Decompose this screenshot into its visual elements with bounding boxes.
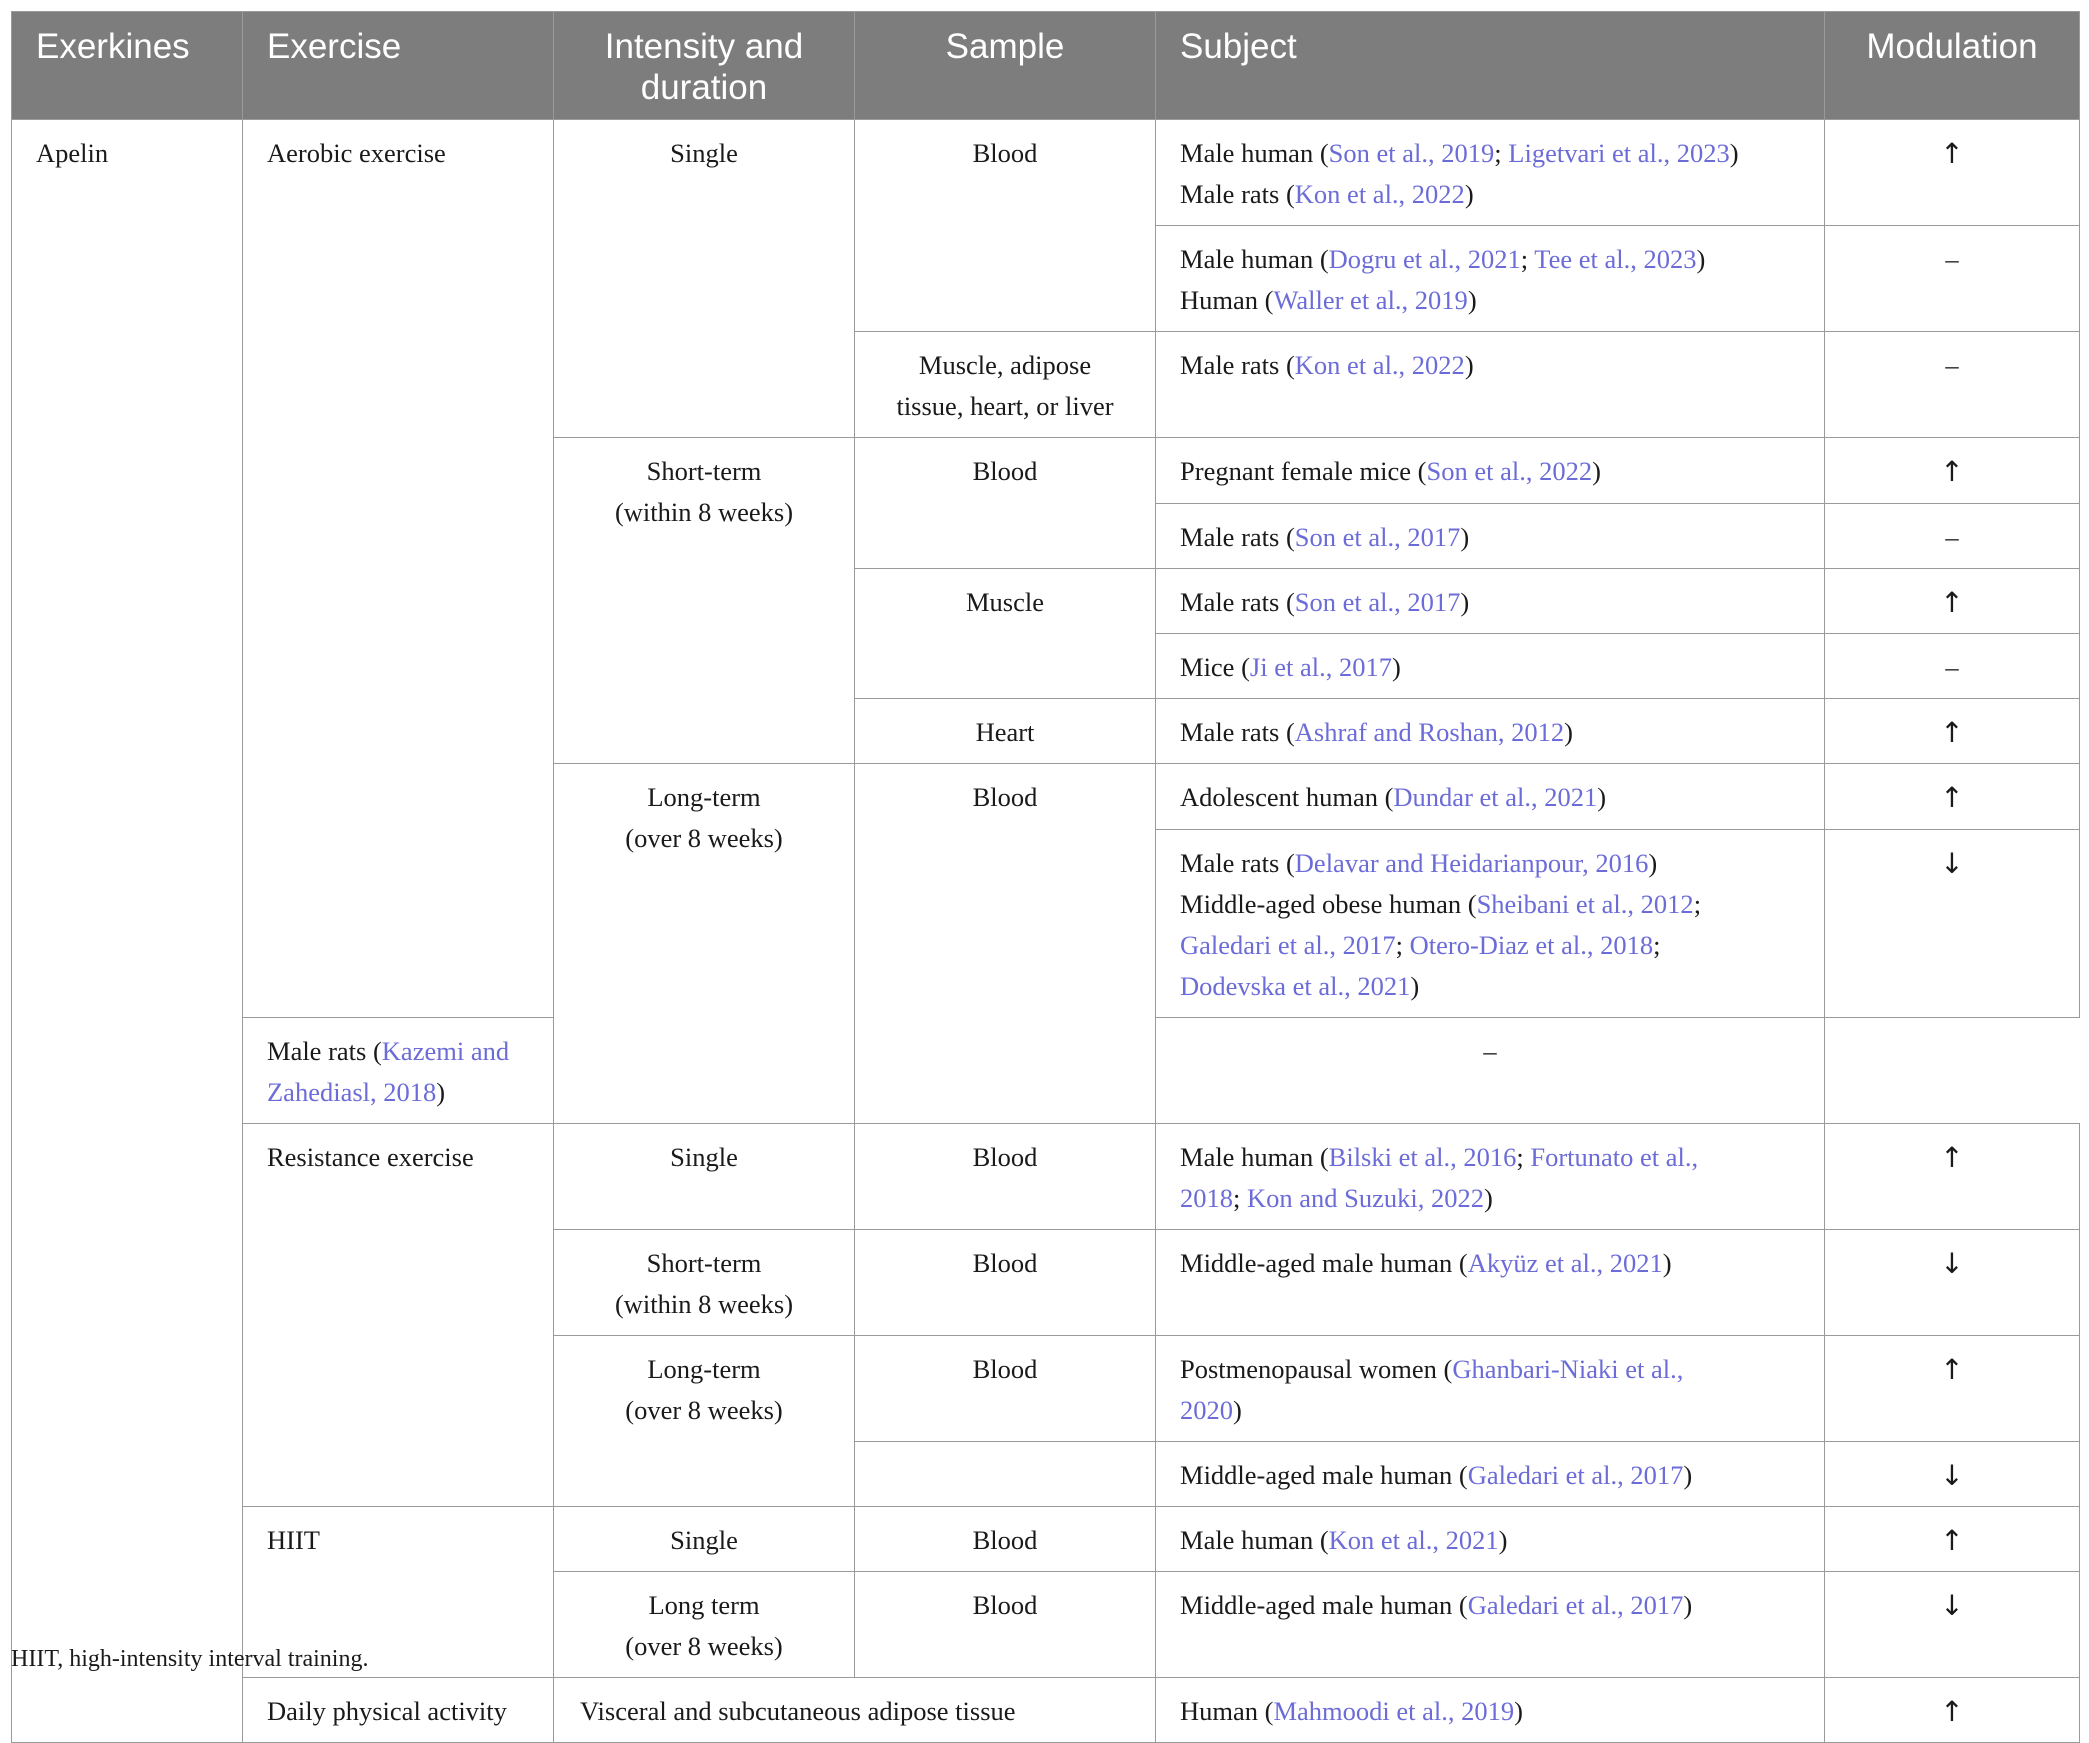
- subject-line: [1180, 966, 1800, 1007]
- sample-blood: Blood: [855, 1230, 1156, 1336]
- header-modulation: Modulation: [1825, 12, 2080, 120]
- subject-text: Adolescent human (: [1180, 782, 1394, 812]
- subject-cell: [1156, 764, 1825, 830]
- paren: ): [436, 1077, 446, 1107]
- modulation-up: ↑: [1825, 569, 2080, 634]
- duration-short-line1: Short-term: [646, 1248, 762, 1278]
- subject-text: Pregnant female mice (: [1180, 456, 1427, 486]
- paren: ): [1683, 1460, 1693, 1490]
- reference-link[interactable]: Ji et al., 2017: [1249, 652, 1392, 682]
- duration-long-line1: Long-term: [647, 1354, 761, 1384]
- modulation-none: –: [1825, 332, 2080, 438]
- subject-cell: [1156, 1124, 1825, 1230]
- duration-long: [554, 1336, 855, 1507]
- sample-muscle: Muscle: [855, 569, 1156, 699]
- reference-link[interactable]: Son et al., 2017: [1294, 522, 1461, 552]
- reference-link[interactable]: Waller et al., 2019: [1273, 285, 1468, 315]
- subject-cell: [243, 1018, 554, 1124]
- paren: ): [1729, 138, 1739, 168]
- duration-long-line2: (over 8 weeks): [625, 1395, 783, 1425]
- exercise-aerobic: Aerobic exercise: [243, 120, 554, 1018]
- duration-short-line2: (within 8 weeks): [614, 1289, 794, 1319]
- paren: ): [1564, 717, 1573, 747]
- separator: ;: [1395, 930, 1410, 960]
- subject-line: [1180, 1390, 1800, 1431]
- sample-empty: [855, 1442, 1156, 1507]
- reference-link[interactable]: Ashraf and Roshan, 2012: [1294, 717, 1565, 747]
- modulation-down: ↓: [1825, 1442, 2080, 1507]
- reference-link[interactable]: Akyüz et al., 2021: [1467, 1248, 1663, 1278]
- subject-cell: [1156, 226, 1825, 332]
- duration-single: Single: [554, 1507, 855, 1572]
- subject-text: Middle-aged male human (: [1180, 1590, 1468, 1620]
- paren: ): [1498, 1525, 1508, 1555]
- reference-link[interactable]: Kon et al., 2022: [1294, 179, 1465, 209]
- paren: ): [1233, 1395, 1242, 1425]
- modulation-down: ↓: [1825, 830, 2080, 1018]
- paren: ): [1464, 179, 1474, 209]
- paren: ): [1597, 782, 1607, 812]
- table-row: [12, 1678, 2080, 1743]
- subject-cell: [1156, 120, 1825, 226]
- modulation-up: ↑: [1825, 438, 2080, 504]
- header-exercise: Exercise: [243, 12, 554, 120]
- subject-cell: [1156, 699, 1825, 764]
- separator: ;: [1494, 138, 1509, 168]
- table-row: [12, 1124, 2080, 1230]
- modulation-none: –: [1825, 634, 2080, 699]
- paren: ): [1514, 1696, 1523, 1726]
- duration-short: [554, 438, 855, 764]
- exercise-hiit: HIIT: [243, 1507, 554, 1678]
- sample-blood: Blood: [855, 764, 1156, 1124]
- modulation-up: ↑: [1825, 764, 2080, 830]
- subject-line: [1180, 1349, 1800, 1390]
- subject-cell: [1156, 569, 1825, 634]
- header-row: [12, 12, 2080, 120]
- subject-text: Male rats (: [1180, 587, 1295, 617]
- subject-line: [1180, 1178, 1800, 1219]
- duration-short-line2: (within 8 weeks): [614, 497, 794, 527]
- duration-short: [554, 1230, 855, 1336]
- subject-line: [1180, 1137, 1800, 1178]
- subject-text: Male human (: [1180, 1525, 1329, 1555]
- duration-long: [554, 764, 855, 1124]
- sample-multi-line2: tissue, heart, or liver: [896, 391, 1114, 421]
- sample-blood: Blood: [855, 1124, 1156, 1230]
- sample-blood: Blood: [855, 1336, 1156, 1442]
- header-exerkines: Exerkines: [12, 12, 243, 120]
- subject-text: Human (: [1180, 285, 1274, 315]
- separator: ;: [1516, 1142, 1531, 1172]
- reference-link[interactable]: Tee et al., 2023: [1534, 244, 1697, 274]
- sample-blood: Blood: [855, 1507, 1156, 1572]
- subject-line: [1180, 174, 1800, 215]
- subject-cell: [1156, 1572, 1825, 1678]
- reference-link[interactable]: Galedari et al., 2017: [1180, 930, 1396, 960]
- subject-cell: [1156, 634, 1825, 699]
- subject-line: [1180, 133, 1800, 174]
- reference-link[interactable]: Galedari et al., 2017: [1467, 1590, 1684, 1620]
- modulation-up: ↑: [1825, 120, 2080, 226]
- paren: ): [1662, 1248, 1672, 1278]
- duration-short-line1: Short-term: [646, 456, 762, 486]
- subject-text: Male human (: [1180, 138, 1329, 168]
- subject-cell: [1156, 1336, 1825, 1442]
- table-row: [12, 1507, 2080, 1572]
- table-row: [12, 120, 2080, 226]
- reference-link[interactable]: Kon et al., 2022: [1294, 350, 1465, 380]
- subject-cell: [1156, 1230, 1825, 1336]
- reference-link[interactable]: Sheibani et al., 2012: [1476, 889, 1694, 919]
- subject-cell: [1156, 1442, 1825, 1507]
- paren: ): [1592, 456, 1601, 486]
- paren: ): [1460, 522, 1470, 552]
- reference-link[interactable]: Ghanbari-Niaki et al.,: [1452, 1354, 1684, 1384]
- sample-blood: Blood: [855, 120, 1156, 332]
- subject-text: Male rats (: [1180, 848, 1295, 878]
- reference-link[interactable]: Kon and Suzuki, 2022: [1247, 1183, 1485, 1213]
- subject-text: Male rats (: [267, 1036, 382, 1066]
- subject-line: [1180, 843, 1800, 884]
- sample-multi-line1: Muscle, adipose: [918, 350, 1092, 380]
- duration-long-line1: Long-term: [647, 782, 761, 812]
- subject-text: Postmenopausal women (: [1180, 1354, 1453, 1384]
- paren: ): [1467, 285, 1477, 315]
- reference-link[interactable]: Son et al., 2019: [1328, 138, 1495, 168]
- subject-cell: [1156, 438, 1825, 504]
- exerkines-table: [11, 11, 2080, 1743]
- reference-link[interactable]: Fortunato et al.,: [1530, 1142, 1699, 1172]
- modulation-up: ↑: [1825, 699, 2080, 764]
- reference-link[interactable]: Dodevska et al., 2021: [1180, 971, 1411, 1001]
- subject-text: Male rats (: [1180, 522, 1295, 552]
- exerkine-cell: Apelin: [12, 120, 243, 1743]
- paren: ): [1464, 350, 1474, 380]
- reference-link[interactable]: Mahmoodi et al., 2019: [1273, 1696, 1515, 1726]
- modulation-none: –: [1156, 1018, 1825, 1124]
- subject-text: Male rats (: [1180, 717, 1295, 747]
- duration-long-term-line1: Long term: [648, 1590, 760, 1620]
- subject-text: Mice (: [1180, 652, 1250, 682]
- separator: ;: [1520, 244, 1535, 274]
- reference-link[interactable]: Dundar et al., 2021: [1393, 782, 1598, 812]
- subject-line: [1180, 280, 1800, 321]
- modulation-down: ↓: [1825, 1572, 2080, 1678]
- reference-link[interactable]: Son et al., 2017: [1294, 587, 1461, 617]
- paren: ): [1683, 1590, 1693, 1620]
- sample-blood: Blood: [855, 1572, 1156, 1678]
- modulation-none: –: [1825, 504, 2080, 569]
- paren: ): [1648, 848, 1658, 878]
- subject-cell: [1156, 1678, 1825, 1743]
- exercise-daily: Daily physical activity: [243, 1678, 554, 1743]
- subject-text: Male rats (: [1180, 350, 1295, 380]
- header-intensity: [554, 12, 855, 120]
- reference-link[interactable]: 2018: [1180, 1183, 1233, 1213]
- subject-cell: [1156, 1507, 1825, 1572]
- paren: ): [1410, 971, 1420, 1001]
- subject-text: Male human (: [1180, 1142, 1329, 1172]
- subject-text: Middle-aged obese human (: [1180, 889, 1477, 919]
- modulation-up: ↑: [1825, 1124, 2080, 1230]
- modulation-none: –: [1825, 226, 2080, 332]
- header-subject: Subject: [1156, 12, 1825, 120]
- subject-cell: [1156, 332, 1825, 438]
- subject-text: Middle-aged male human (: [1180, 1248, 1468, 1278]
- subject-text: Male human (: [1180, 244, 1329, 274]
- separator: ;: [1693, 889, 1702, 919]
- duration-long-line2: (over 8 weeks): [625, 823, 783, 853]
- header-intensity-line1: Intensity and: [604, 27, 804, 66]
- modulation-up: ↑: [1825, 1507, 2080, 1572]
- sample-multi: [855, 332, 1156, 438]
- subject-text: Middle-aged male human (: [1180, 1460, 1468, 1490]
- duration-long-term-line2: (over 8 weeks): [625, 1631, 783, 1661]
- reference-link[interactable]: Otero-Diaz et al., 2018: [1409, 930, 1654, 960]
- sample-blood: Blood: [855, 438, 1156, 569]
- sample-heart: Heart: [855, 699, 1156, 764]
- paren: ): [1696, 244, 1706, 274]
- reference-link[interactable]: Dogru et al., 2021: [1328, 244, 1521, 274]
- duration-single: Single: [554, 120, 855, 438]
- reference-link[interactable]: Galedari et al., 2017: [1467, 1460, 1684, 1490]
- table-footnote: HIIT, high-intensity interval training.: [11, 1646, 369, 1672]
- header-intensity-line2: duration: [640, 68, 768, 107]
- subject-line: [1180, 925, 1800, 966]
- header-sample: Sample: [855, 12, 1156, 120]
- reference-link[interactable]: Ligetvari et al., 2023: [1508, 138, 1730, 168]
- reference-link[interactable]: Kon et al., 2021: [1328, 1525, 1499, 1555]
- subject-text: Male rats (: [1180, 179, 1295, 209]
- paren: ): [1460, 587, 1470, 617]
- subject-cell: [1156, 504, 1825, 569]
- subject-line: [1180, 239, 1800, 280]
- reference-link[interactable]: Kazemi and Zahediasl, 2018: [267, 1036, 510, 1107]
- reference-link[interactable]: Son et al., 2022: [1426, 456, 1593, 486]
- duration-long-term: [554, 1572, 855, 1678]
- modulation-up: ↑: [1825, 1678, 2080, 1743]
- duration-single: Single: [554, 1124, 855, 1230]
- subject-cell: [1156, 830, 1825, 1018]
- subject-text: Human (: [1180, 1696, 1274, 1726]
- sample-visceral: Visceral and subcutaneous adipose tissue: [554, 1678, 1156, 1743]
- paren: ): [1391, 652, 1401, 682]
- modulation-up: ↑: [1825, 1336, 2080, 1442]
- reference-link[interactable]: Delavar and Heidarianpour, 2016: [1294, 848, 1649, 878]
- subject-line: [1180, 884, 1800, 925]
- reference-link[interactable]: Bilski et al., 2016: [1328, 1142, 1517, 1172]
- modulation-down: ↓: [1825, 1230, 2080, 1336]
- exercise-resistance: Resistance exercise: [243, 1124, 554, 1507]
- separator: ;: [1233, 1183, 1247, 1213]
- paren: ): [1484, 1183, 1493, 1213]
- reference-link[interactable]: 2020: [1180, 1395, 1233, 1425]
- separator: ;: [1653, 930, 1661, 960]
